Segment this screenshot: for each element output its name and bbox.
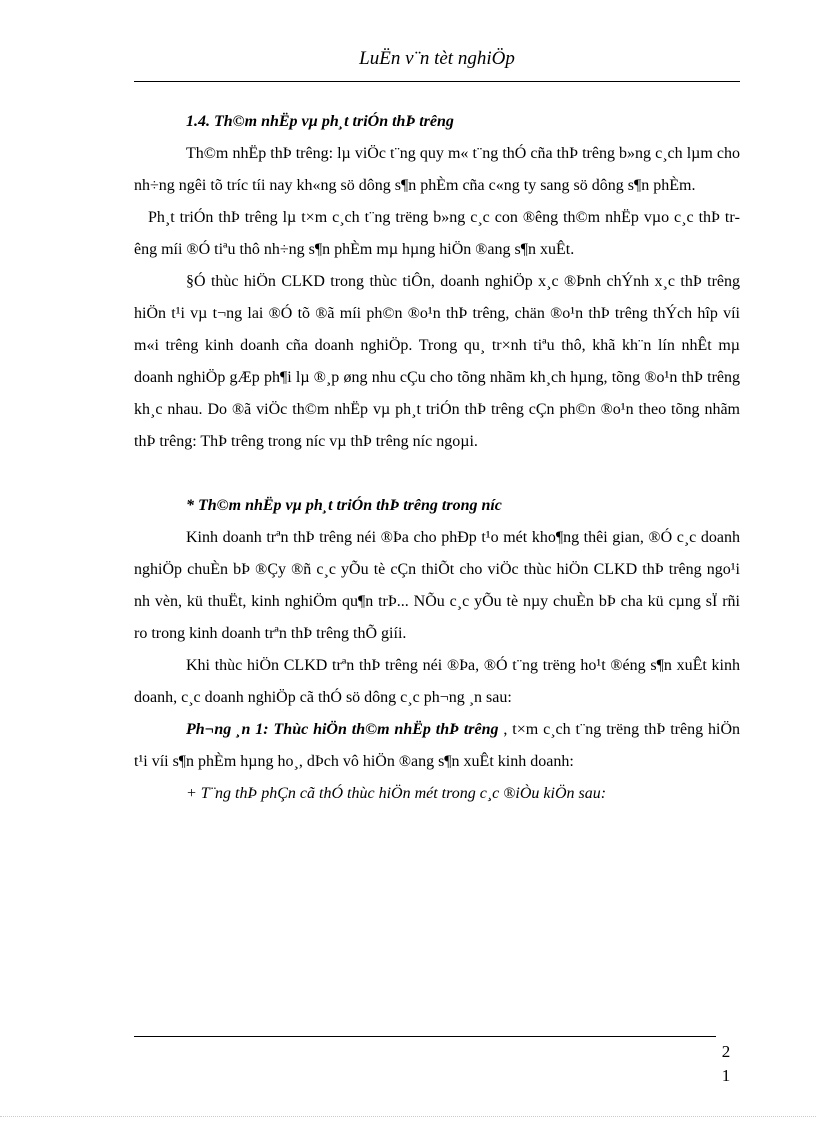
- page-body: [134, 106, 740, 810]
- approach-text: , t×m c¸ch t¨ng trëng thÞ trêng hiÖn t¹i víi s¶n phÈm hµng ho¸, dÞch vô hiÖn ®ang s¶n xuÊt kinh doanh:: [134, 721, 740, 770]
- footer-rule: [134, 1036, 716, 1037]
- header-rule: [134, 81, 740, 82]
- subsection-heading: * Th©m nhËp vµ ph¸t triÓn thÞ trêng trong níc: [186, 497, 502, 514]
- approach-paragraph: [134, 714, 740, 778]
- page-number-line-1: 2: [721, 1042, 731, 1061]
- page-number: [716, 1040, 736, 1088]
- paragraph: Khi thùc hiÖn CLKD trªn thÞ trêng néi ®Þa, ®Ó t¨ng trëng ho¹t ®éng s¶n xuÊt kinh doanh, c¸c doanh nghiÖp cã thÓ sö dông c¸c ph¬ng ¸n sau:: [134, 657, 740, 706]
- paragraph: Ph¸t triÓn thÞ trêng lµ t×m c¸ch t¨ng trëng b»ng c¸c con ®êng th©m nhËp vµo c¸c thÞ trêng míi ®Ó tiªu thô nh÷ng s¶n phÈm mµ hµng hiÖn ®ang s¶n xuÊt.: [134, 209, 740, 258]
- page-number-line-2: 1: [721, 1066, 731, 1085]
- page-edge-dots: [0, 1116, 816, 1117]
- paragraph: Th©m nhËp thÞ trêng: lµ viÖc t¨ng quy m« t¨ng thÓ cña thÞ trêng b»ng c¸ch lµm cho nh÷ng ngêi tõ tríc tíi nay kh«ng sö dông s¶n phÈm cña c«ng ty sang sö dông s¶n phÈm.: [134, 145, 740, 194]
- sub-item: + T¨ng thÞ phÇn cã thÓ thùc hiÖn mét trong c¸c ®iÒu kiÖn sau:: [186, 785, 607, 802]
- paragraph: §Ó thùc hiÖn CLKD trong thùc tiÔn, doanh nghiÖp x¸c ®Þnh chÝnh x¸c thÞ trêng hiÖn t¹i vµ t¬ng lai ®Ó tõ ®ã míi ph©n ®o¹n thÞ trêng, chän ®o¹n thÞ trêng thÝch hîp víi m«i trêng kinh doanh cña doanh nghiÖp. Trong qu¸ tr×nh tiªu thô, khã kh¨n lín nhÊt mµ doanh nghiÖp gÆp ph¶i lµ ®¸p øng nhu cÇu cho tõng nhãm kh¸ch hµng, tõng ®o¹n thÞ trêng kh¸c nhau. Do ®ã viÖc th©m nhËp vµ ph¸t triÓn thÞ trêng cÇn ph©n ®o¹n theo tõng nhãm thÞ trêng: ThÞ trêng trong níc vµ thÞ trêng níc ngoµi.: [134, 273, 740, 450]
- paragraph: Kinh doanh trªn thÞ trêng néi ®Þa cho phÐp t¹o mét kho¶ng thêi gian, ®Ó c¸c doanh nghiÖp chuÈn bÞ ®Çy ®ñ c¸c yÕu tè cÇn thiÕt cho viÖc thùc hiÖn CLKD thÞ trêng ngo¹i nh vèn, kü thuËt, kinh nghiÖm qu¶n trÞ... NÕu c¸c yÕu tè nµy chuÈn bÞ cha kü cµng sÏ rñi ro trong kinh doanh trªn thÞ trêng thÕ giíi.: [134, 529, 740, 642]
- section-heading: 1.4. Th©m nhËp vµ ph¸t triÓn thÞ trêng: [186, 113, 454, 130]
- approach-label: Ph¬ng ¸n 1: Thùc hiÖn th©m nhËp thÞ trêng: [186, 721, 499, 738]
- running-header: LuËn v¨n tèt nghiÖp: [359, 48, 515, 69]
